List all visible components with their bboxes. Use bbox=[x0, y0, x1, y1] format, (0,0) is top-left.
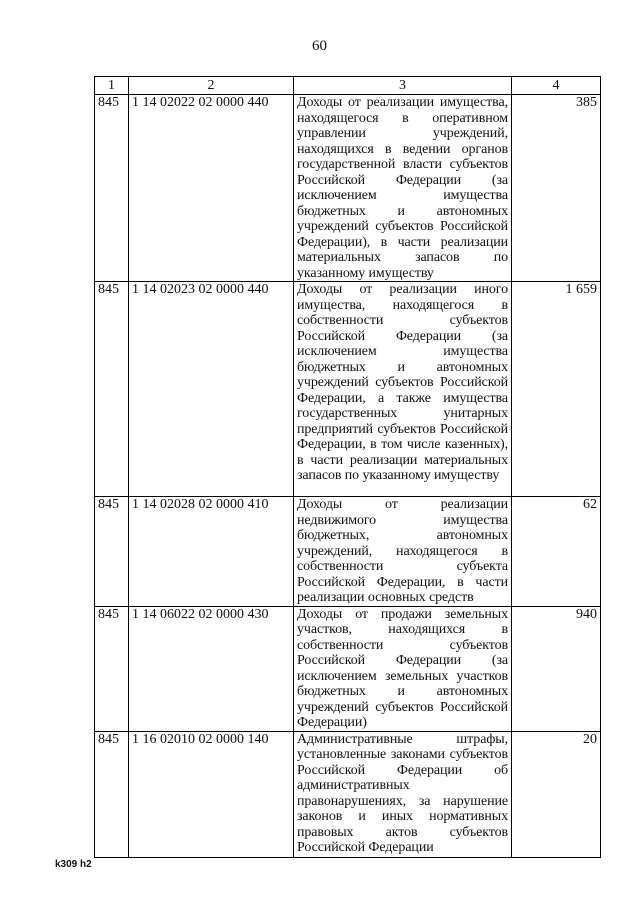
table-row bbox=[95, 606, 601, 731]
admin-code-cell: 845 bbox=[95, 497, 129, 607]
amount-cell: 20 bbox=[512, 731, 601, 857]
column-header-2: 2 bbox=[129, 77, 294, 95]
page-number: 60 bbox=[312, 38, 327, 54]
description-cell: Доходы от продажи земельных участков, находящихся в собственности субъектов Российской Федерации (за исключением земельных участков бюджетных и автономных учреждений субъектов Российской Федерации) bbox=[294, 606, 512, 731]
budget-code-cell: 1 16 02010 02 0000 140 bbox=[129, 731, 294, 857]
amount-cell: 1 659 bbox=[512, 282, 601, 497]
description-cell: Административные штрафы, установленные законами субъектов Российской Федерации об административных правонарушениях, за нарушение законов и иных нормативных правовых актов субъектов Российской Федерации bbox=[294, 731, 512, 857]
budget-code-cell: 1 14 02028 02 0000 410 bbox=[129, 497, 294, 607]
amount-cell: 940 bbox=[512, 606, 601, 731]
amount-cell: 62 bbox=[512, 497, 601, 607]
document-footer-code: k309 h2 bbox=[55, 859, 92, 870]
column-header-3: 3 bbox=[294, 77, 512, 95]
budget-code-cell: 1 14 02023 02 0000 440 bbox=[129, 282, 294, 497]
table-row bbox=[95, 282, 601, 497]
column-header-4: 4 bbox=[512, 77, 601, 95]
budget-code-cell: 1 14 02022 02 0000 440 bbox=[129, 95, 294, 282]
admin-code-cell: 845 bbox=[95, 95, 129, 282]
budget-table bbox=[94, 76, 601, 858]
budget-code-cell: 1 14 06022 02 0000 430 bbox=[129, 606, 294, 731]
table-row bbox=[95, 731, 601, 857]
admin-code-cell: 845 bbox=[95, 731, 129, 857]
amount-cell: 385 bbox=[512, 95, 601, 282]
table-row bbox=[95, 497, 601, 607]
column-header-1: 1 bbox=[95, 77, 129, 95]
admin-code-cell: 845 bbox=[95, 606, 129, 731]
description-cell: Доходы от реализации имущества, находящегося в оперативном управлении учреждений, находящихся в ведении органов государственной власти субъектов Российской Федерации (за исключением имущества бюджетных и автономных учреждений субъектов Российской Федерации), в части реализации материальных запасов по указанному имуществу bbox=[294, 95, 512, 282]
table-header-row bbox=[95, 77, 601, 95]
description-cell: Доходы от реализации иного имущества, находящегося в собственности субъектов Российской Федерации (за исключением имущества бюджетных и автономных учреждений субъектов Российской Федерации, а также имущества государственных унитарных предприятий субъектов Российской Федерации, в том числе казенных), в части реализации материальных запасов по указанному имуществу bbox=[294, 282, 512, 497]
description-cell: Доходы от реализации недвижимого имущества бюджетных, автономных учреждений, находящегося в собственности субъекта Российской Федерации, в части реализации основных средств bbox=[294, 497, 512, 607]
admin-code-cell: 845 bbox=[95, 282, 129, 497]
table-row bbox=[95, 95, 601, 282]
